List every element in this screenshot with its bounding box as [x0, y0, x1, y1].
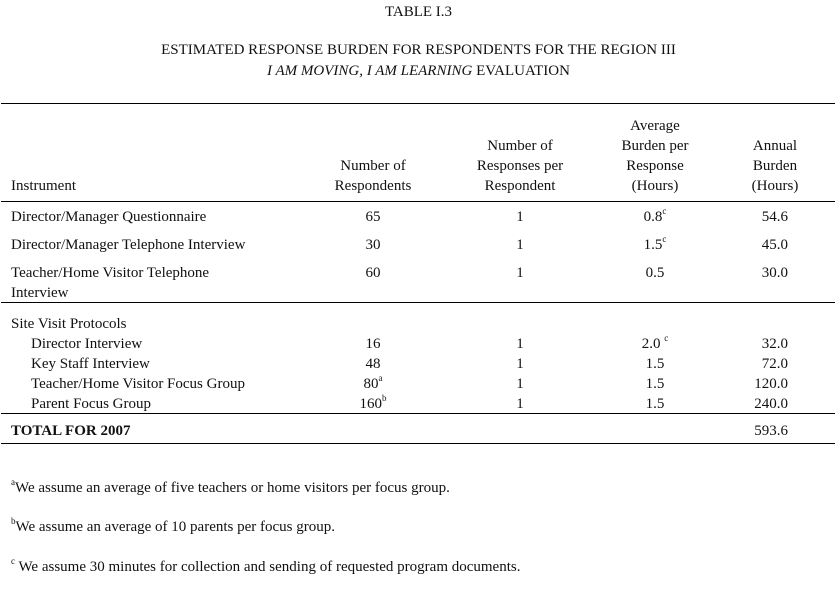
row-responses-per-respondent: 1	[516, 209, 524, 225]
row-instrument: Key Staff Interview	[31, 356, 150, 372]
row-respondents: 48	[365, 356, 381, 372]
table-label: TABLE I.3	[384, 4, 453, 20]
row-responses-per-respondent: 1	[516, 396, 524, 412]
avg-value: 0.5	[645, 265, 665, 281]
row-annual-burden: 30.0	[761, 265, 788, 281]
header-rule	[1, 201, 835, 202]
row-responses-per-respondent: 1	[516, 237, 524, 253]
total-label: TOTAL FOR 2007	[11, 423, 131, 439]
header-rpr-line2: Responses per	[476, 158, 564, 174]
row-respondents: 30	[365, 237, 381, 253]
program-name: I AM MOVING, I AM LEARNING	[267, 63, 473, 79]
row-average-burden: 1.5	[645, 396, 665, 412]
header-avg-line3: Response	[626, 158, 684, 174]
header-annual-line1: Annual	[752, 138, 798, 154]
row-annual-burden: 32.0	[761, 336, 788, 352]
footnote-b	[11, 517, 335, 537]
row-instrument: Parent Focus Group	[31, 396, 151, 412]
row-average-burden	[595, 235, 715, 255]
avg-value: 2.0	[641, 336, 661, 352]
avg-value: 0.8	[643, 209, 663, 225]
row-annual-burden: 120.0	[754, 376, 788, 392]
footnote-ref: c	[664, 333, 669, 343]
footnote-mark: c	[11, 556, 15, 566]
table-title-line1: ESTIMATED RESPONSE BURDEN FOR RESPONDENTS FOR THE REGION III	[161, 42, 676, 58]
row-respondents: 60	[365, 265, 381, 281]
header-avg-line1: Average	[630, 118, 680, 134]
total-top-rule	[1, 413, 835, 414]
row-annual-burden: 72.0	[761, 356, 788, 372]
header-respondents	[298, 156, 448, 196]
row-respondents: 65	[365, 209, 381, 225]
title-suffix: EVALUATION	[472, 63, 570, 79]
row-instrument-line2: Interview	[11, 285, 69, 301]
row-respondents: 16	[365, 336, 381, 352]
row-respondents	[298, 374, 448, 394]
top-rule	[1, 103, 835, 104]
row-instrument: Director/Manager Telephone Interview	[11, 237, 246, 253]
footnote-a	[11, 478, 450, 498]
bottom-rule	[1, 443, 835, 444]
footnote-ref: a	[378, 373, 383, 383]
section-rule	[1, 302, 835, 303]
footnote-text: We assume an average of five teachers or home visitors per focus group.	[15, 480, 450, 496]
header-avg-line4: (Hours)	[631, 178, 679, 194]
row-instrument: Director/Manager Questionnaire	[11, 209, 207, 225]
header-instrument: Instrument	[11, 178, 76, 194]
total-annual-burden: 593.6	[754, 423, 788, 439]
row-instrument: Teacher/Home Visitor Focus Group	[31, 376, 245, 392]
row-responses-per-respondent: 1	[516, 376, 524, 392]
row-average-burden	[595, 207, 715, 227]
row-average-burden	[595, 263, 715, 283]
row-responses-per-respondent: 1	[516, 356, 524, 372]
header-respondents-line1: Number of	[340, 158, 406, 174]
row-responses-per-respondent: 1	[516, 265, 524, 281]
footnote-ref: c	[662, 234, 667, 244]
row-instrument-line1: Teacher/Home Visitor Telephone	[11, 265, 210, 281]
header-rpr-line1: Number of	[487, 138, 553, 154]
respondents-value: 160	[359, 396, 382, 412]
row-annual-burden: 240.0	[754, 396, 788, 412]
footnote-mark: b	[11, 516, 16, 526]
row-respondents	[298, 394, 448, 414]
row-average-burden: 1.5	[645, 356, 665, 372]
header-average-burden	[595, 116, 715, 196]
row-instrument: Director Interview	[31, 336, 143, 352]
footnote-ref: b	[382, 393, 387, 403]
header-annual-line2: Burden	[752, 158, 798, 174]
row-responses-per-respondent: 1	[516, 336, 524, 352]
row-average-burden	[595, 334, 715, 354]
section-heading: Site Visit Protocols	[11, 316, 127, 332]
header-avg-line2: Burden per	[621, 138, 689, 154]
respondents-value: 80	[363, 376, 379, 392]
table-title-line2	[0, 61, 837, 81]
footnote-text: We assume 30 minutes for collection and sending of requested program documents.	[15, 559, 521, 575]
avg-value: 1.5	[643, 237, 663, 253]
footnote-c	[11, 557, 520, 577]
header-responses-per-respondent	[445, 136, 595, 196]
footnote-ref: c	[662, 206, 667, 216]
header-annual-line3: (Hours)	[751, 178, 799, 194]
row-average-burden: 1.5	[645, 376, 665, 392]
row-annual-burden: 45.0	[761, 237, 788, 253]
header-respondents-line2: Respondents	[334, 178, 412, 194]
row-annual-burden: 54.6	[761, 209, 788, 225]
footnote-mark: a	[11, 477, 15, 487]
footnote-text: We assume an average of 10 parents per focus group.	[15, 519, 336, 535]
header-rpr-line3: Respondent	[484, 178, 556, 194]
header-annual-burden	[730, 136, 820, 196]
